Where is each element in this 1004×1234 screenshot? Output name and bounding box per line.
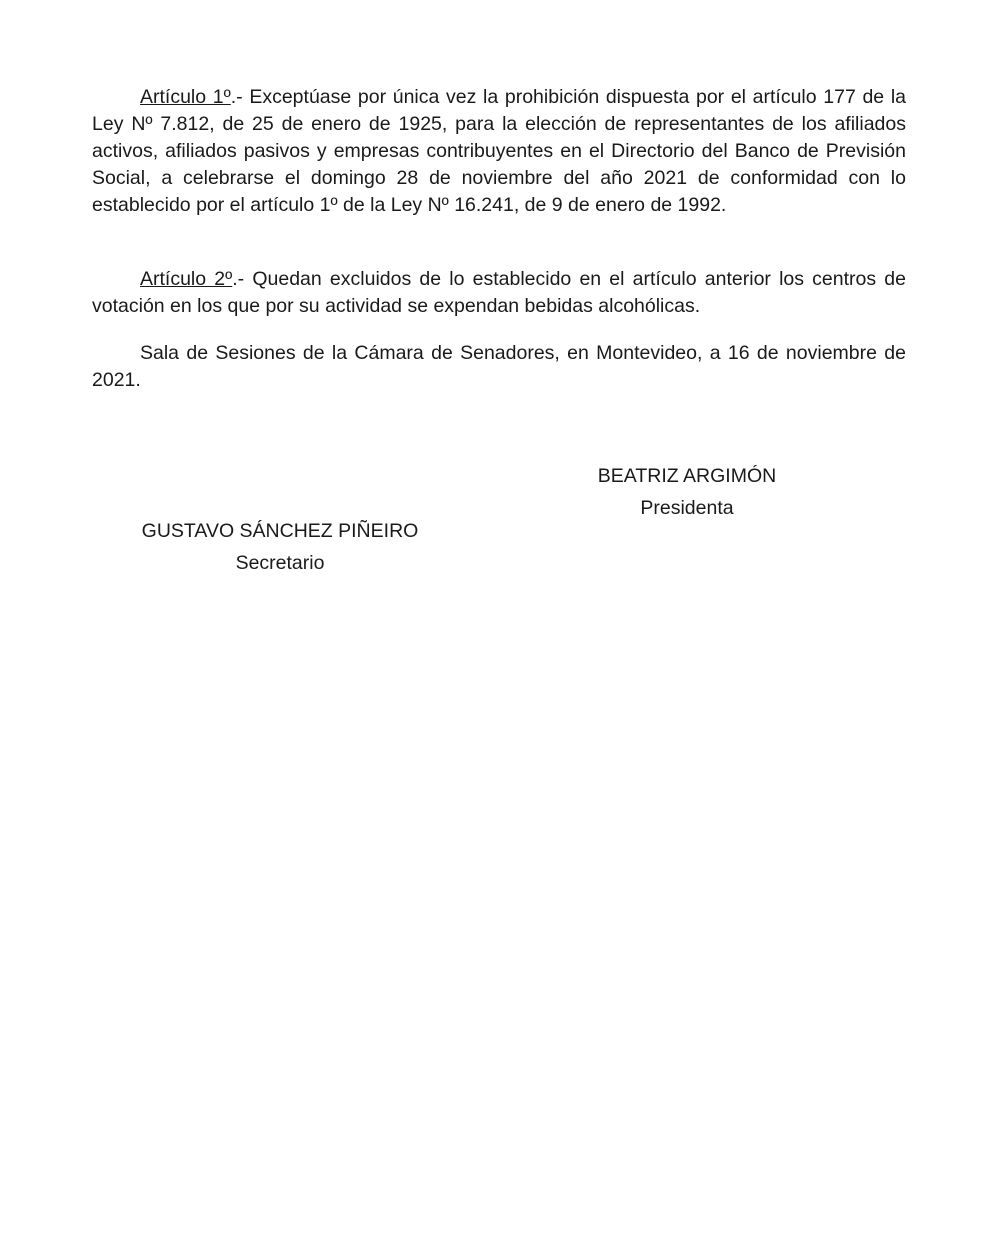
article-1-label: Artículo 1º bbox=[140, 86, 231, 108]
president-name: BEATRIZ ARGIMÓN bbox=[597, 465, 777, 487]
article-2-paragraph bbox=[92, 266, 906, 320]
secretary-name: GUSTAVO SÁNCHEZ PIÑEIRO bbox=[141, 520, 419, 542]
secretary-signature-block bbox=[110, 515, 450, 579]
president-role: Presidenta bbox=[640, 497, 734, 519]
article-2-text: Quedan excluidos de lo establecido en el artículo anterior los centros de votación en los que por su actividad se expendan bebidas alcohólicas. bbox=[92, 268, 906, 317]
closing-paragraph: Sala de Sesiones de la Cámara de Senadores, en Montevideo, a 16 de noviembre de 2021. bbox=[92, 342, 906, 391]
article-1-paragraph bbox=[92, 84, 906, 219]
secretary-role: Secretario bbox=[235, 552, 325, 574]
article-2-label: Artículo 2º bbox=[140, 268, 233, 290]
article-2-separator: .- bbox=[232, 268, 253, 290]
article-1-text: Exceptúase por única vez la prohibición dispuesta por el artículo 177 de la Ley Nº 7.812, de 25 de enero de 1925, para la elección de representantes de los afiliados activos, afiliados pasivos y empresas contribuyentes en el Directorio del Banco de Previsión Social, a celebrarse el domingo 28 de noviembre del año 2021 de conformidad con lo establecido por el artículo 1º de la Ley Nº 16.241, de 9 de enero de 1992. bbox=[92, 86, 906, 216]
article-1-separator: .- bbox=[230, 86, 250, 108]
president-signature-block bbox=[560, 460, 814, 524]
